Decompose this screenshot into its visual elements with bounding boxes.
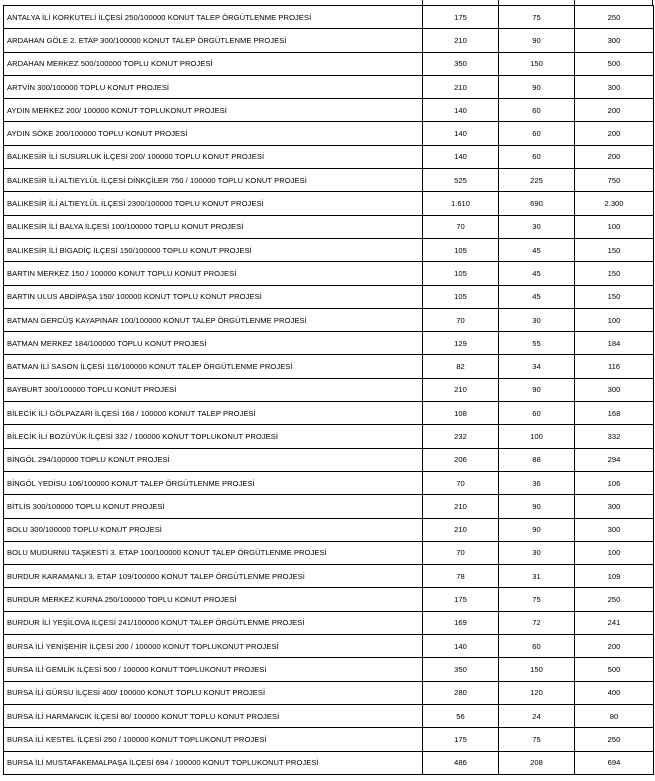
value-cell-1: 105 [423, 238, 499, 261]
value-cell-2: 60 [499, 635, 575, 658]
table-row [4, 29, 654, 52]
total-cell: 80 [575, 704, 654, 727]
table-row [4, 751, 654, 774]
value-cell-2: 55 [499, 332, 575, 355]
value-cell-1: 70 [423, 308, 499, 331]
project-name-cell: BURDUR MERKEZ KURNA 250/100000 TOPLU KONUT PROJESİ [4, 588, 423, 611]
total-cell: 100 [575, 215, 654, 238]
total-cell: 300 [575, 29, 654, 52]
project-name-cell: BALIKESİR İLİ BİGADİÇ İLÇESİ 150/100000 TOPLU KONUT PROJESİ [4, 238, 423, 261]
total-cell: 116 [575, 355, 654, 378]
value-cell-1: 350 [423, 658, 499, 681]
total-cell: 250 [575, 728, 654, 751]
value-cell-1: 140 [423, 99, 499, 122]
project-name-cell: BİNGÖL 294/100000 TOPLU KONUT PROJESİ [4, 448, 423, 471]
project-name-cell: BURDUR KARAMANLI 3. ETAP 109/100000 KONUT TALEP ÖRGÜTLENME PROJESİ [4, 565, 423, 588]
project-name-cell: BİNGÖL YEDİSU 106/100000 KONUT TALEP ÖRGÜTLENME PROJESİ [4, 471, 423, 494]
total-cell: 332 [575, 425, 654, 448]
project-name-cell: ARDAHAN MERKEZ 500/100000 TOPLU KONUT PROJESİ [4, 52, 423, 75]
table-row [4, 704, 654, 727]
value-cell-2: 690 [499, 192, 575, 215]
table-row [4, 169, 654, 192]
value-cell-2: 45 [499, 238, 575, 261]
value-cell-1: 108 [423, 402, 499, 425]
value-cell-2: 36 [499, 471, 575, 494]
value-cell-1: 169 [423, 611, 499, 634]
project-name-cell: BURDUR İLİ YEŞİLOVA İLÇESİ 241/100000 KONUT TALEP ÖRGÜTLENME PROJESİ [4, 611, 423, 634]
table-row [4, 425, 654, 448]
table-row [4, 215, 654, 238]
total-cell: 150 [575, 238, 654, 261]
table-header-remnant [3, 0, 653, 5]
total-cell: 168 [575, 402, 654, 425]
value-cell-1: 175 [423, 588, 499, 611]
total-cell: 100 [575, 308, 654, 331]
value-cell-2: 34 [499, 355, 575, 378]
table-row [4, 285, 654, 308]
value-cell-2: 60 [499, 99, 575, 122]
value-cell-2: 60 [499, 122, 575, 145]
value-cell-2: 90 [499, 495, 575, 518]
value-cell-1: 486 [423, 751, 499, 774]
value-cell-1: 140 [423, 122, 499, 145]
project-name-cell: BARTIN ULUS ABDİPAŞA 150/ 100000 KONUT TOPLU KONUT PROJESİ [4, 285, 423, 308]
value-cell-2: 208 [499, 751, 575, 774]
table-row [4, 99, 654, 122]
table-row [4, 52, 654, 75]
project-name-cell: BALIKESİR İLİ ALTIEYLÜL İLÇESİ 2300/100000 TOPLU KONUT PROJESİ [4, 192, 423, 215]
value-cell-1: 175 [423, 728, 499, 751]
project-name-cell: BATMAN İLİ SASON İLÇESİ 116/100000 KONUT TALEP ÖRGÜTLENME PROJESİ [4, 355, 423, 378]
project-name-cell: ARDAHAN GÖLE 2. ETAP 300/100000 KONUT TALEP ÖRGÜTLENME PROJESİ [4, 29, 423, 52]
total-cell: 750 [575, 169, 654, 192]
value-cell-2: 30 [499, 308, 575, 331]
value-cell-1: 78 [423, 565, 499, 588]
project-name-cell: AYDIN MERKEZ 200/ 100000 KONUT TOPLUKONUT PROJESİ [4, 99, 423, 122]
total-cell: 200 [575, 635, 654, 658]
total-cell: 150 [575, 262, 654, 285]
table-row [4, 75, 654, 98]
project-name-cell: AYDIN SÖKE 200/100000 TOPLU KONUT PROJESİ [4, 122, 423, 145]
value-cell-2: 75 [499, 588, 575, 611]
total-cell: 300 [575, 75, 654, 98]
value-cell-1: 70 [423, 215, 499, 238]
total-cell: 694 [575, 751, 654, 774]
total-cell: 106 [575, 471, 654, 494]
value-cell-1: 56 [423, 704, 499, 727]
project-table-sheet [3, 0, 653, 775]
table-row [4, 541, 654, 564]
value-cell-1: 105 [423, 262, 499, 285]
project-name-cell: BALIKESİR İLİ BALYA İLÇESİ 100/100000 TOPLU KONUT PROJESİ [4, 215, 423, 238]
total-cell: 200 [575, 122, 654, 145]
value-cell-2: 24 [499, 704, 575, 727]
value-cell-2: 75 [499, 728, 575, 751]
table-row [4, 588, 654, 611]
project-name-cell: BOLU 300/100000 TOPLU KONUT PROJESİ [4, 518, 423, 541]
value-cell-2: 88 [499, 448, 575, 471]
value-cell-1: 206 [423, 448, 499, 471]
total-cell: 2.300 [575, 192, 654, 215]
table-row [4, 308, 654, 331]
value-cell-2: 100 [499, 425, 575, 448]
total-cell: 300 [575, 518, 654, 541]
table-row [4, 355, 654, 378]
value-cell-2: 90 [499, 75, 575, 98]
table-row [4, 238, 654, 261]
project-name-cell: BALIKESİR İLİ SUSURLUK İLÇESİ 200/ 100000 TOPLU KONUT PROJESİ [4, 145, 423, 168]
value-cell-2: 90 [499, 378, 575, 401]
value-cell-2: 225 [499, 169, 575, 192]
total-cell: 184 [575, 332, 654, 355]
value-cell-1: 1.610 [423, 192, 499, 215]
value-cell-2: 90 [499, 518, 575, 541]
value-cell-1: 70 [423, 541, 499, 564]
value-cell-2: 31 [499, 565, 575, 588]
project-name-cell: BURSA İLİ YENİŞEHİR İLÇESİ 200 / 100000 KONUT TOPLUKONUT PROJESİ [4, 635, 423, 658]
project-name-cell: ANTALYA İLİ KORKUTELİ İLÇESİ 250/100000 KONUT TALEP ÖRGÜTLENME PROJESİ [4, 6, 423, 29]
value-cell-2: 120 [499, 681, 575, 704]
project-name-cell: BOLU MUDURNU TAŞKESTİ 3. ETAP 100/100000 KONUT TALEP ÖRGÜTLENME PROJESİ [4, 541, 423, 564]
table-row [4, 495, 654, 518]
total-cell: 500 [575, 658, 654, 681]
project-name-cell: BARTIN MERKEZ 150 / 100000 KONUT TOPLU KONUT PROJESİ [4, 262, 423, 285]
table-row [4, 448, 654, 471]
value-cell-1: 525 [423, 169, 499, 192]
value-cell-1: 210 [423, 378, 499, 401]
value-cell-1: 350 [423, 52, 499, 75]
housing-project-table [3, 5, 654, 775]
value-cell-1: 210 [423, 29, 499, 52]
project-name-cell: BİLECİK İLİ GÖLPAZARI İLÇESİ 168 / 100000 KONUT TALEP PROJESİ [4, 402, 423, 425]
table-row [4, 728, 654, 751]
total-cell: 300 [575, 495, 654, 518]
total-cell: 109 [575, 565, 654, 588]
table-row [4, 192, 654, 215]
project-name-cell: BURSA İLİ HARMANCIK İLÇESİ 80/ 100000 KONUT TOPLU KONUT PROJESİ [4, 704, 423, 727]
value-cell-2: 45 [499, 285, 575, 308]
project-name-cell: BAYBURT 300/100000 TOPLU KONUT PROJESİ [4, 378, 423, 401]
total-cell: 100 [575, 541, 654, 564]
total-cell: 241 [575, 611, 654, 634]
value-cell-1: 210 [423, 75, 499, 98]
value-cell-1: 82 [423, 355, 499, 378]
total-cell: 500 [575, 52, 654, 75]
project-name-cell: BURSA İLİ KESTEL İLÇESİ 250 / 100000 KONUT TOPLUKONUT PROJESİ [4, 728, 423, 751]
value-cell-2: 30 [499, 541, 575, 564]
value-cell-2: 45 [499, 262, 575, 285]
project-name-cell: BURSA İLİ GÜRSU İLÇESİ 400/ 100000 KONUT TOPLU KONUT PROJESİ [4, 681, 423, 704]
total-cell: 200 [575, 145, 654, 168]
value-cell-1: 70 [423, 471, 499, 494]
project-name-cell: BİLECİK İLİ BOZÜYÜK İLÇESİ 332 / 100000 KONUT TOPLUKONUT PROJESİ [4, 425, 423, 448]
project-name-cell: BURSA İLİ MUSTAFAKEMALPAŞA İLÇESİ 694 / 100000 KONUT TOPLUKONUT PROJESİ [4, 751, 423, 774]
project-name-cell: BATMAN GERCÜŞ KAYAPINAR 100/100000 KONUT TALEP ÖRGÜTLENME PROJESİ [4, 308, 423, 331]
value-cell-1: 105 [423, 285, 499, 308]
total-cell: 150 [575, 285, 654, 308]
value-cell-1: 210 [423, 518, 499, 541]
value-cell-2: 150 [499, 52, 575, 75]
table-row [4, 635, 654, 658]
table-row [4, 565, 654, 588]
value-cell-2: 75 [499, 6, 575, 29]
table-row [4, 471, 654, 494]
value-cell-1: 140 [423, 635, 499, 658]
value-cell-1: 140 [423, 145, 499, 168]
total-cell: 250 [575, 588, 654, 611]
table-row [4, 145, 654, 168]
table-row [4, 518, 654, 541]
project-name-cell: BATMAN MERKEZ 184/100000 TOPLU KONUT PROJESİ [4, 332, 423, 355]
value-cell-1: 175 [423, 6, 499, 29]
table-row [4, 681, 654, 704]
table-row [4, 658, 654, 681]
value-cell-2: 60 [499, 402, 575, 425]
table-row [4, 262, 654, 285]
project-name-cell: BALIKESİR İLİ ALTIEYLÜL İLÇESİ DİNKÇİLER 750 / 100000 TOPLU KONUT PROJESİ [4, 169, 423, 192]
total-cell: 300 [575, 378, 654, 401]
value-cell-2: 90 [499, 29, 575, 52]
value-cell-2: 72 [499, 611, 575, 634]
total-cell: 200 [575, 99, 654, 122]
value-cell-1: 210 [423, 495, 499, 518]
total-cell: 294 [575, 448, 654, 471]
total-cell: 250 [575, 6, 654, 29]
table-row [4, 122, 654, 145]
project-name-cell: ARTVİN 300/100000 TOPLU KONUT PROJESİ [4, 75, 423, 98]
table-row [4, 611, 654, 634]
value-cell-2: 60 [499, 145, 575, 168]
value-cell-1: 280 [423, 681, 499, 704]
value-cell-2: 30 [499, 215, 575, 238]
value-cell-2: 150 [499, 658, 575, 681]
table-row [4, 332, 654, 355]
project-name-cell: BİTLİS 300/100000 TOPLU KONUT PROJESİ [4, 495, 423, 518]
table-row [4, 6, 654, 29]
value-cell-1: 232 [423, 425, 499, 448]
table-row [4, 378, 654, 401]
table-row [4, 402, 654, 425]
project-name-cell: BURSA İLİ GEMLİK İLÇESİ 500 / 100000 KONUT TOPLUKONUT PROJESİ [4, 658, 423, 681]
value-cell-1: 129 [423, 332, 499, 355]
total-cell: 400 [575, 681, 654, 704]
